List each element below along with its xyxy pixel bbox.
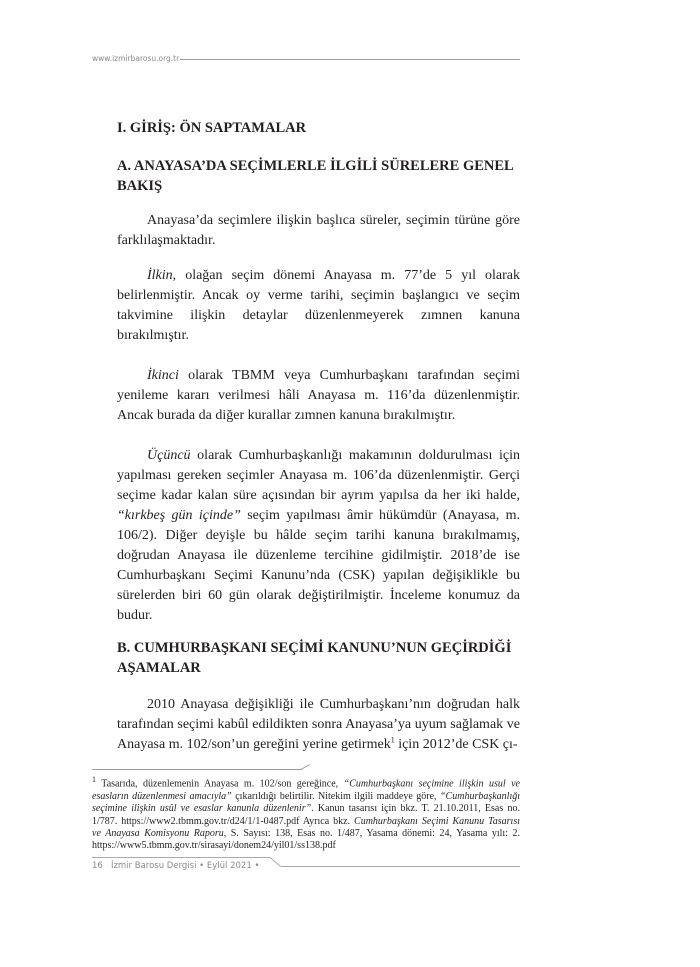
- footnote-title: Cumhurbaşkanı Seçimi Kanunu Tasarısı ve Anayasa Komisyonu Raporu: [92, 815, 520, 839]
- paragraph-2: [117, 266, 520, 346]
- footnote-ref[interactable]: 1: [390, 735, 395, 745]
- paragraph-text: 2010 Anayasa değişikliği ile Cumhurbaşkanı’nın doğrudan halk tarafından seçimi kabûl edildikten sonra Anayasa’ya uyum sağlamak ve Anayasa m. 102/son’un gereğini yerine getirmek: [117, 697, 520, 752]
- paragraph-4: [117, 446, 520, 626]
- subsection-heading-a: A. ANAYASA’DA SEÇİMLERLE İLGİLİ SÜRELERE GENEL BAKIŞ: [117, 158, 513, 194]
- paragraph-text: için 2012’de CSK çı-: [394, 737, 518, 752]
- footnote-number: 1: [92, 775, 96, 784]
- footer-rule: [92, 857, 270, 858]
- footnote-text: çıkarıldığı belirtilir. Nitekim ilgili maddeye göre,: [231, 790, 440, 802]
- footnote: [92, 774, 520, 853]
- footer-rule-right: [281, 866, 520, 867]
- header-rule: [180, 59, 520, 60]
- header-url: www.izmirbarosu.org.tr: [92, 54, 180, 63]
- quote: “kırkbeş gün içinde”: [117, 508, 241, 523]
- paragraph-text: olarak Cumhurbaşkanlığı makamının doldurulması için yapılması gereken seçimler Anayasa m. 106’da düzenlenmiştir. Gerçi seçime kadar kalan süre açısından bir ayrım yapılsa da her iki halde,: [117, 448, 520, 503]
- footnote-rule-diagonal: [301, 764, 310, 770]
- paragraph-text: seçim yapılması âmir hükümdür (Anayasa, m. 106/2). Diğer deyişle bu hâlde seçim tarihi kanuna bırakılmamış, doğrudan Anayasa ile düzenleme tercihine gidilmiştir. 2018’de ise Cumhurbaşkanı Seçimi Kanunu’nda (CSK) yapılan değişiklikle bu sürelerden biri 60 gün olarak değiştirilmiştir. İnceleme konumuz da budur.: [117, 508, 520, 623]
- main-column: [117, 118, 520, 755]
- paragraph-1: Anayasa’da seçimlere ilişkin başlıca süreler, seçimin türüne göre farklılaşmaktadır.: [117, 213, 520, 248]
- journal-name: İzmir Barosu Dergisi • Eylül 2021 •: [110, 860, 260, 871]
- emphasis: İlkin: [147, 268, 173, 283]
- footnote-quote: “Cumhurbaşkanı seçimine ilişkin usul ve esasların düzenlenmesi amacıyla”: [92, 778, 520, 802]
- footnote-rule: [92, 769, 302, 770]
- footnote-quote: “Cumhurbaşkanlığı seçimine ilişkin usûl ve esaslar kanunla düzenlenir”: [92, 790, 521, 815]
- paragraph-5: [117, 695, 520, 755]
- page-footer: [92, 857, 520, 879]
- page-header: [0, 50, 700, 70]
- paragraph-text: , olağan seçim dönemi Anayasa m. 77’de 5 yıl olarak belirlenmiştir. Ancak oy verme tarihi, seçimin başlangıcı ve seçim takvimine ilişkin detaylar düzenlenmeyerek zımnen kanuna bırakılmıştır.: [117, 268, 520, 343]
- emphasis: İkinci: [147, 368, 179, 383]
- subsection-heading-b: B. CUMHURBAŞKANI SEÇİMİ KANUNU’NUN GEÇİRDİĞİ AŞAMALAR: [117, 640, 512, 676]
- footnote-text: . Kanun tasarısı için bkz. T. 21.10.2011, Esas no. 1/787. https://www2.tbmm.gov.tr/d24/1/1-0487.pdf Ayrıca bkz.: [92, 803, 520, 827]
- paragraph-3: [117, 366, 520, 426]
- page-number: 16: [92, 860, 103, 871]
- footer: [92, 861, 259, 871]
- paragraph-text: olarak TBMM veya Cumhurbaşkanı tarafından seçimi yenileme kararı verilmesi hâli Anayasa m. 116’da düzenlenmiştir. Ancak burada da diğer kurallar zımnen kanuna bırakılmıştır.: [117, 368, 520, 423]
- footer-rule-diagonal: [270, 857, 281, 867]
- footnote-text: , S. Sayısı: 138, Esas no. 1/487, Yasama dönemi: 24, Yasama yılı: 2. https://www5.tbmm.gov.tr/sirasayi/donem24/yil01/ss138.pdf: [92, 827, 520, 852]
- emphasis: Üçüncü: [147, 448, 191, 463]
- footnote-text: Tasarıda, düzenlemenin Anayasa m. 102/son gereğince,: [101, 778, 344, 790]
- footnote-area: [92, 769, 520, 853]
- section-heading-1: I. GİRİŞ: ÖN SAPTAMALAR: [117, 120, 307, 136]
